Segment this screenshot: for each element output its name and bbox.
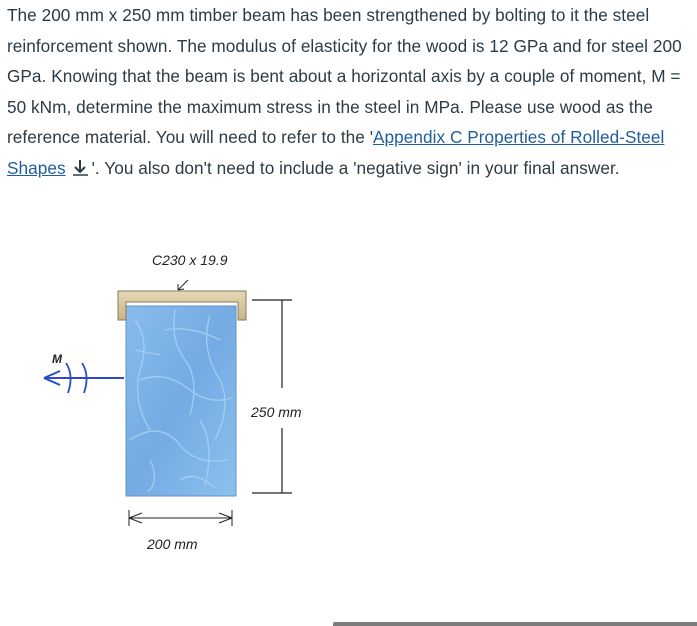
quote-close: '. xyxy=(91,157,100,178)
question-paragraph xyxy=(7,0,695,184)
channel-pointer xyxy=(178,280,188,290)
scrollbar-indicator[interactable] xyxy=(333,622,697,626)
moment-label: M xyxy=(52,352,62,366)
timber-block xyxy=(126,306,236,496)
channel-label: C230 x 19.9 xyxy=(152,252,228,268)
beam-figure xyxy=(0,230,340,570)
question-outro: You also don't need to include a 'negative sign' in your final answer. xyxy=(99,157,620,178)
width-label: 200 mm xyxy=(147,536,198,552)
moment-arrow xyxy=(44,363,124,393)
question-intro: The 200 mm x 250 mm timber beam has been strengthened by bolting to it the steel reinforcement shown. The modulus of elasticity for the wood is 12 GPa and for steel 200 GPa. Knowing that the beam is bent about a horizontal axis by a couple of moment, M = 50 kNm, determine the maximum stress in the steel in MPa. Please use wood as the reference material. You will need to refer to the xyxy=(7,5,682,148)
width-dimension xyxy=(129,510,232,526)
height-label: 250 mm xyxy=(251,404,302,420)
appendix-c-link[interactable]: Appendix C Properties of Rolled-Steel Shapes xyxy=(7,127,665,178)
quote-open: ' xyxy=(369,127,374,148)
beam-diagram xyxy=(0,230,340,570)
question-text xyxy=(7,0,695,184)
download-arrow-icon[interactable] xyxy=(70,156,92,174)
height-dimension xyxy=(252,300,292,493)
